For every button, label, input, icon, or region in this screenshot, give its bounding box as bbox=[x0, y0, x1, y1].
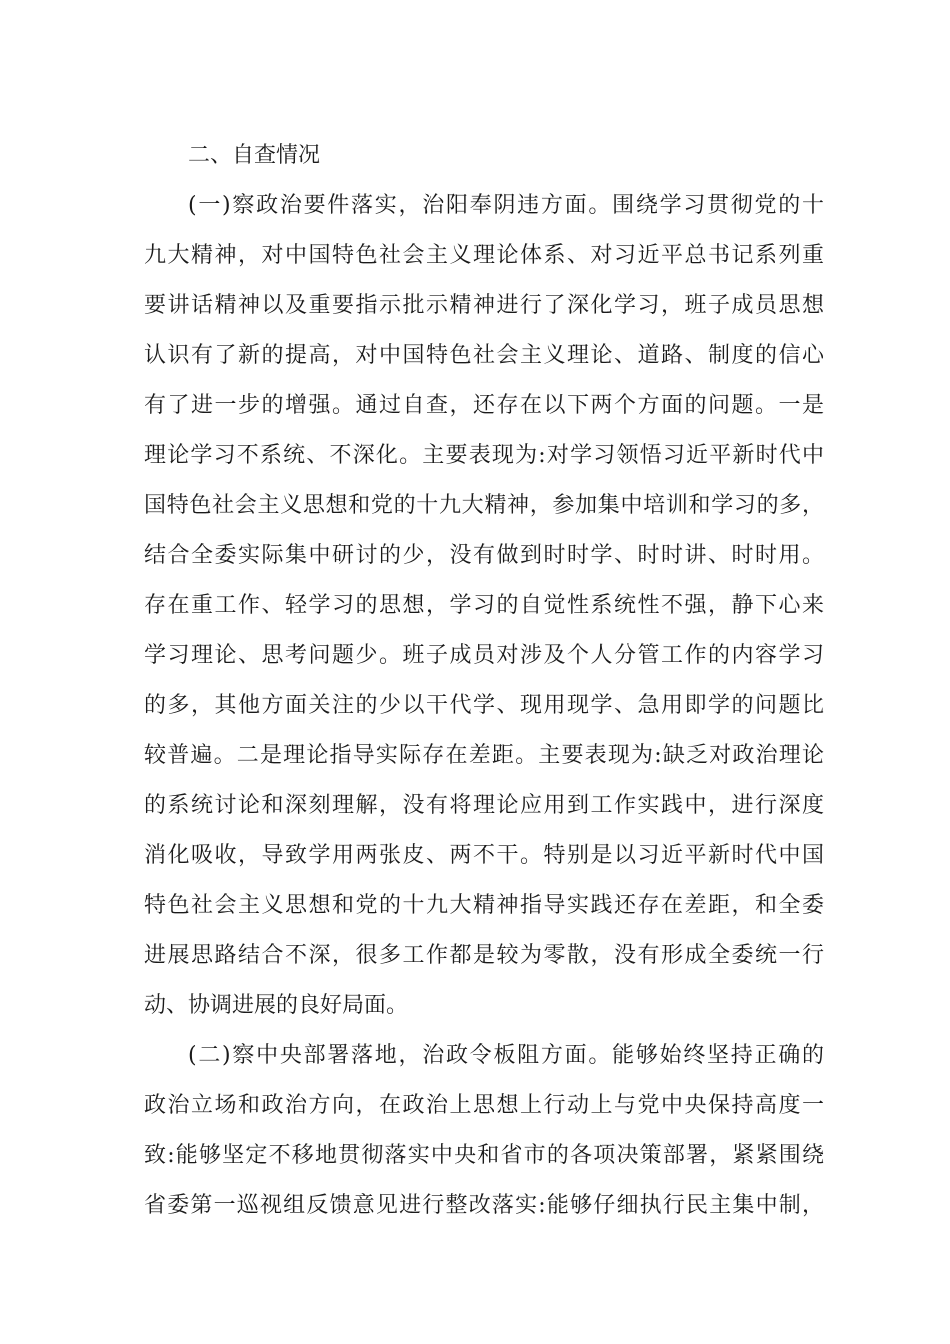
paragraph-2-line: 政治立场和政治方向，在政治上思想上行动上与党中央保持高度一 bbox=[144, 1093, 824, 1118]
paragraph-2-line: 省委第一巡视组反馈意见进行整改落实:能够仔细执行民主集中制， bbox=[144, 1193, 824, 1218]
paragraph-1-line: 九大精神，对中国特色社会主义理论体系、对习近平总书记系列重 bbox=[144, 243, 824, 268]
section-heading: 二、自查情况 bbox=[188, 143, 321, 168]
paragraph-1-line: 的系统讨论和深刻理解，没有将理论应用到工作实践中，进行深度 bbox=[144, 793, 824, 818]
paragraph-1-line: 认识有了新的提高，对中国特色社会主义理论、道路、制度的信心 bbox=[144, 343, 824, 368]
paragraph-1-line: 理论学习不系统、不深化。主要表现为:对学习领悟习近平新时代中 bbox=[144, 443, 824, 468]
paragraph-2-line: (二)察中央部署落地，治政令板阻方面。能够始终坚持正确的 bbox=[188, 1043, 824, 1068]
paragraph-1-line: 要讲话精神以及重要指示批示精神进行了深化学习，班子成员思想 bbox=[144, 293, 824, 318]
paragraph-1-line: 较普遍。二是理论指导实际存在差距。主要表现为:缺乏对政治理论 bbox=[144, 743, 824, 768]
paragraph-1-line: 的多，其他方面关注的少以干代学、现用现学、急用即学的问题比 bbox=[144, 693, 824, 718]
paragraph-1-line: 动、协调进展的良好局面。 bbox=[144, 993, 409, 1018]
paragraph-1-line: 进展思路结合不深，很多工作都是较为零散，没有形成全委统一行 bbox=[144, 943, 824, 968]
paragraph-1-line: 消化吸收，导致学用两张皮、两不干。特别是以习近平新时代中国 bbox=[144, 843, 824, 868]
document-body bbox=[144, 131, 824, 1231]
paragraph-1-line: (一)察政治要件落实，治阳奉阴违方面。围绕学习贯彻党的十 bbox=[188, 193, 824, 218]
paragraph-1-line: 结合全委实际集中研讨的少，没有做到时时学、时时讲、时时用。 bbox=[144, 543, 824, 568]
paragraph-1-line: 学习理论、思考问题少。班子成员对涉及个人分管工作的内容学习 bbox=[144, 643, 824, 668]
paragraph-2-line: 致:能够坚定不移地贯彻落实中央和省市的各项决策部署，紧紧围绕 bbox=[144, 1143, 824, 1168]
paragraph-1-line: 国特色社会主义思想和党的十九大精神，参加集中培训和学习的多， bbox=[144, 493, 824, 518]
paragraph-1-line: 有了进一步的增强。通过自查，还存在以下两个方面的问题。一是 bbox=[144, 393, 824, 418]
paragraph-1-line: 特色社会主义思想和党的十九大精神指导实践还存在差距，和全委 bbox=[144, 893, 824, 918]
paragraph-1-line: 存在重工作、轻学习的思想，学习的自觉性系统性不强，静下心来 bbox=[144, 593, 824, 618]
